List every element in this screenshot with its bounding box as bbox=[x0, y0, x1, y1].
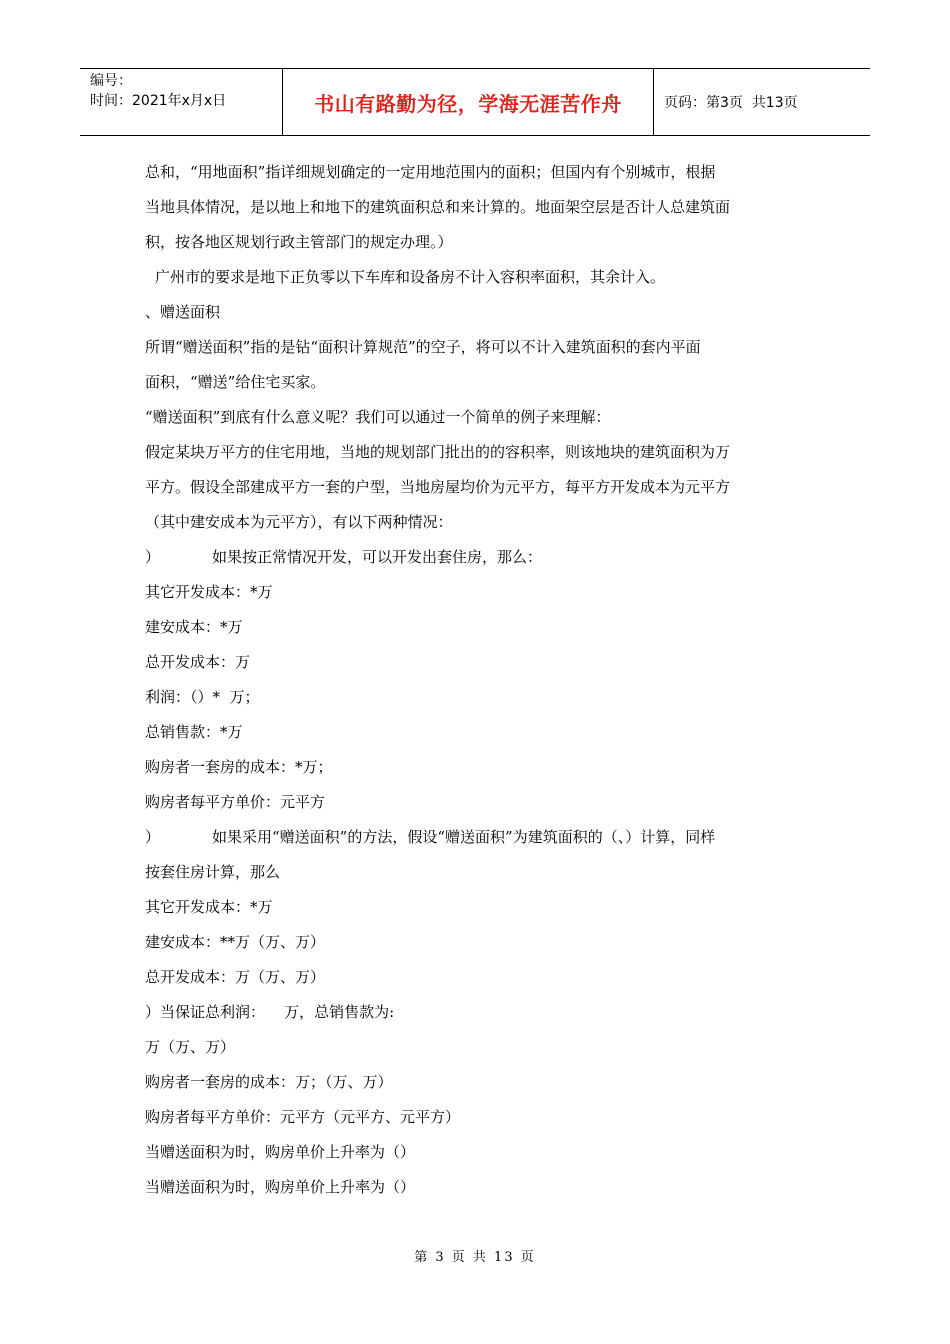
body-line: 广州市的要求是地下正负零以下车库和设备房不计入容积率面积，其余计入。 bbox=[155, 268, 666, 286]
body-line: 其它开发成本：*万 bbox=[145, 898, 273, 916]
body-line: 建安成本：*万 bbox=[145, 618, 243, 636]
body-line: 所谓“赠送面积”指的是钻“面积计算规范”的空子，将可以不计入建筑面积的套内平面 bbox=[145, 338, 701, 356]
body-line: 建安成本：**万（万、万） bbox=[145, 933, 326, 951]
body-line: 利润：（）* 万； bbox=[145, 688, 260, 706]
body-line: 总销售款：*万 bbox=[145, 723, 243, 741]
body-line: ）当保证总利润： 万，总销售款为: bbox=[145, 1003, 395, 1021]
body-line: “赠送面积”到底有什么意义呢？我们可以通过一个简单的例子来理解： bbox=[145, 408, 611, 426]
document-body bbox=[145, 155, 810, 1205]
body-line: 购房者每平方单价：元平方（元平方、元平方） bbox=[145, 1108, 461, 1126]
list-item bbox=[145, 540, 810, 575]
body-line: 购房者每平方单价：元平方 bbox=[145, 793, 326, 811]
body-line: 积，按各地区规划行政主管部门的规定办理。） bbox=[145, 233, 453, 251]
list-marker: ） bbox=[145, 548, 161, 566]
body-line: 购房者一套房的成本：万；（万、万） bbox=[145, 1073, 393, 1091]
body-line: 按套住房计算，那么 bbox=[145, 863, 281, 881]
document-header bbox=[80, 68, 870, 136]
list-marker: ） bbox=[145, 828, 161, 846]
body-line: 总和，“用地面积”指详细规划确定的一定用地范围内的面积；但国内有个别城市，根据 bbox=[145, 163, 716, 181]
document-number-label: 编号： bbox=[90, 73, 132, 89]
document-date: 时间：2021年x月x日 bbox=[90, 93, 227, 109]
header-motto: 书山有路勤为径，学海无涯苦作舟 bbox=[282, 69, 654, 135]
header-page-indicator: 页码：第3页 共13页 bbox=[664, 95, 798, 111]
list-item-text: 如果按正常情况开发，可以开发出套住房，那么： bbox=[212, 548, 543, 566]
body-line: 其它开发成本：*万 bbox=[145, 583, 273, 601]
body-line: 当地具体情况，是以地上和地下的建筑面积总和来计算的。地面架空层是否计人总建筑面 bbox=[145, 198, 731, 216]
body-line: 总开发成本：万（万、万） bbox=[145, 968, 326, 986]
body-line: 购房者一套房的成本：*万； bbox=[145, 758, 333, 776]
header-page-info bbox=[654, 69, 870, 135]
body-line: 面积，“赠送”给住宅买家。 bbox=[145, 373, 326, 391]
body-line: 当赠送面积为时，购房单价上升率为（） bbox=[145, 1178, 416, 1196]
body-line: 假定某块万平方的住宅用地，当地的规划部门批出的的容积率，则该地块的建筑面积为万 bbox=[145, 443, 731, 461]
body-line: 万（万、万） bbox=[145, 1038, 236, 1056]
page-footer: 第 3 页 共 13 页 bbox=[414, 1250, 536, 1265]
body-line: （其中建安成本为元平方），有以下两种情况： bbox=[145, 513, 453, 531]
header-meta bbox=[80, 69, 282, 135]
section-heading: 、赠送面积 bbox=[145, 303, 221, 321]
body-line: 总开发成本：万 bbox=[145, 653, 251, 671]
body-line: 当赠送面积为时，购房单价上升率为（） bbox=[145, 1143, 416, 1161]
list-item-text: 如果采用“赠送面积”的方法，假设“赠送面积”为建筑面积的（、）计算，同样 bbox=[212, 828, 716, 846]
body-line: 平方。假设全部建成平方一套的户型，当地房屋均价为元平方，每平方开发成本为元平方 bbox=[145, 478, 731, 496]
list-item bbox=[145, 820, 810, 855]
